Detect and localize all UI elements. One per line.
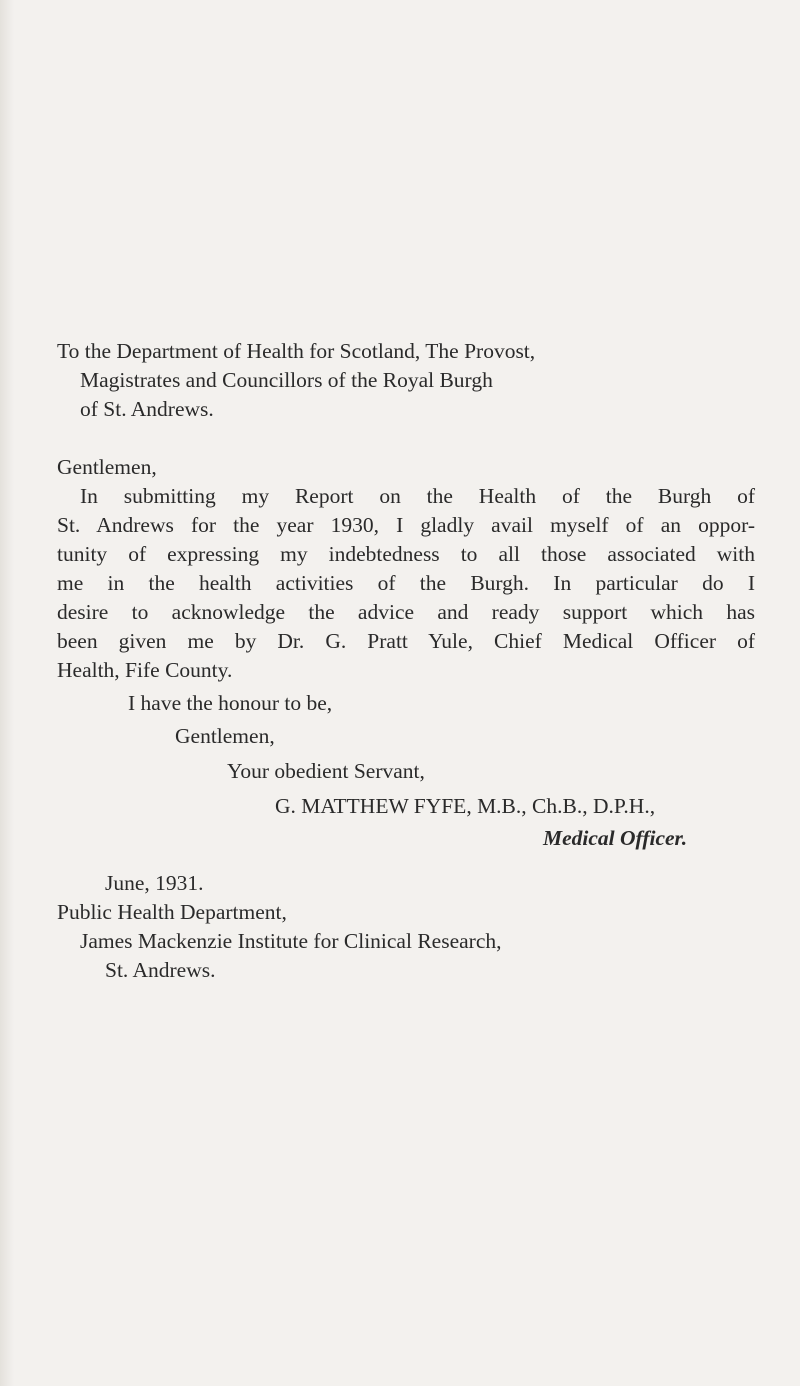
footer-date: June, 1931. [105,871,204,895]
body-line-2: St. Andrews for the year 1930, I gladly avail myself of an oppor- [57,513,755,537]
closing-honour: I have the honour to be, [128,691,333,715]
closing-servant: Your obedient Servant, [227,759,425,783]
closing-gentlemen: Gentlemen, [175,724,275,748]
address-line-3: of St. Andrews. [80,397,214,421]
body-line-4: me in the health activities of the Burgh. In particular do I [57,571,755,595]
body-line-6: been given me by Dr. G. Pratt Yule, Chief Medical Officer of [57,629,755,653]
salutation: Gentlemen, [57,455,157,479]
signature-title: Medical Officer. [543,826,688,850]
body-line-7: Health, Fife County. [57,658,233,682]
footer-department: Public Health Department, [57,900,287,924]
footer-institute: James Mackenzie Institute for Clinical Research, [80,929,502,953]
address-line-2: Magistrates and Councillors of the Royal Burgh [80,368,493,392]
signature-name: G. MATTHEW FYFE, M.B., Ch.B., D.P.H., [275,794,656,818]
body-line-3: tunity of expressing my indebtedness to all those associated with [57,542,755,566]
body-line-5: desire to acknowledge the advice and ready support which has [57,600,755,624]
footer-town: St. Andrews. [105,958,216,982]
body-line-1: In submitting my Report on the Health of the Burgh of [80,484,755,508]
address-line-1: To the Department of Health for Scotland, The Provost, [57,339,536,363]
